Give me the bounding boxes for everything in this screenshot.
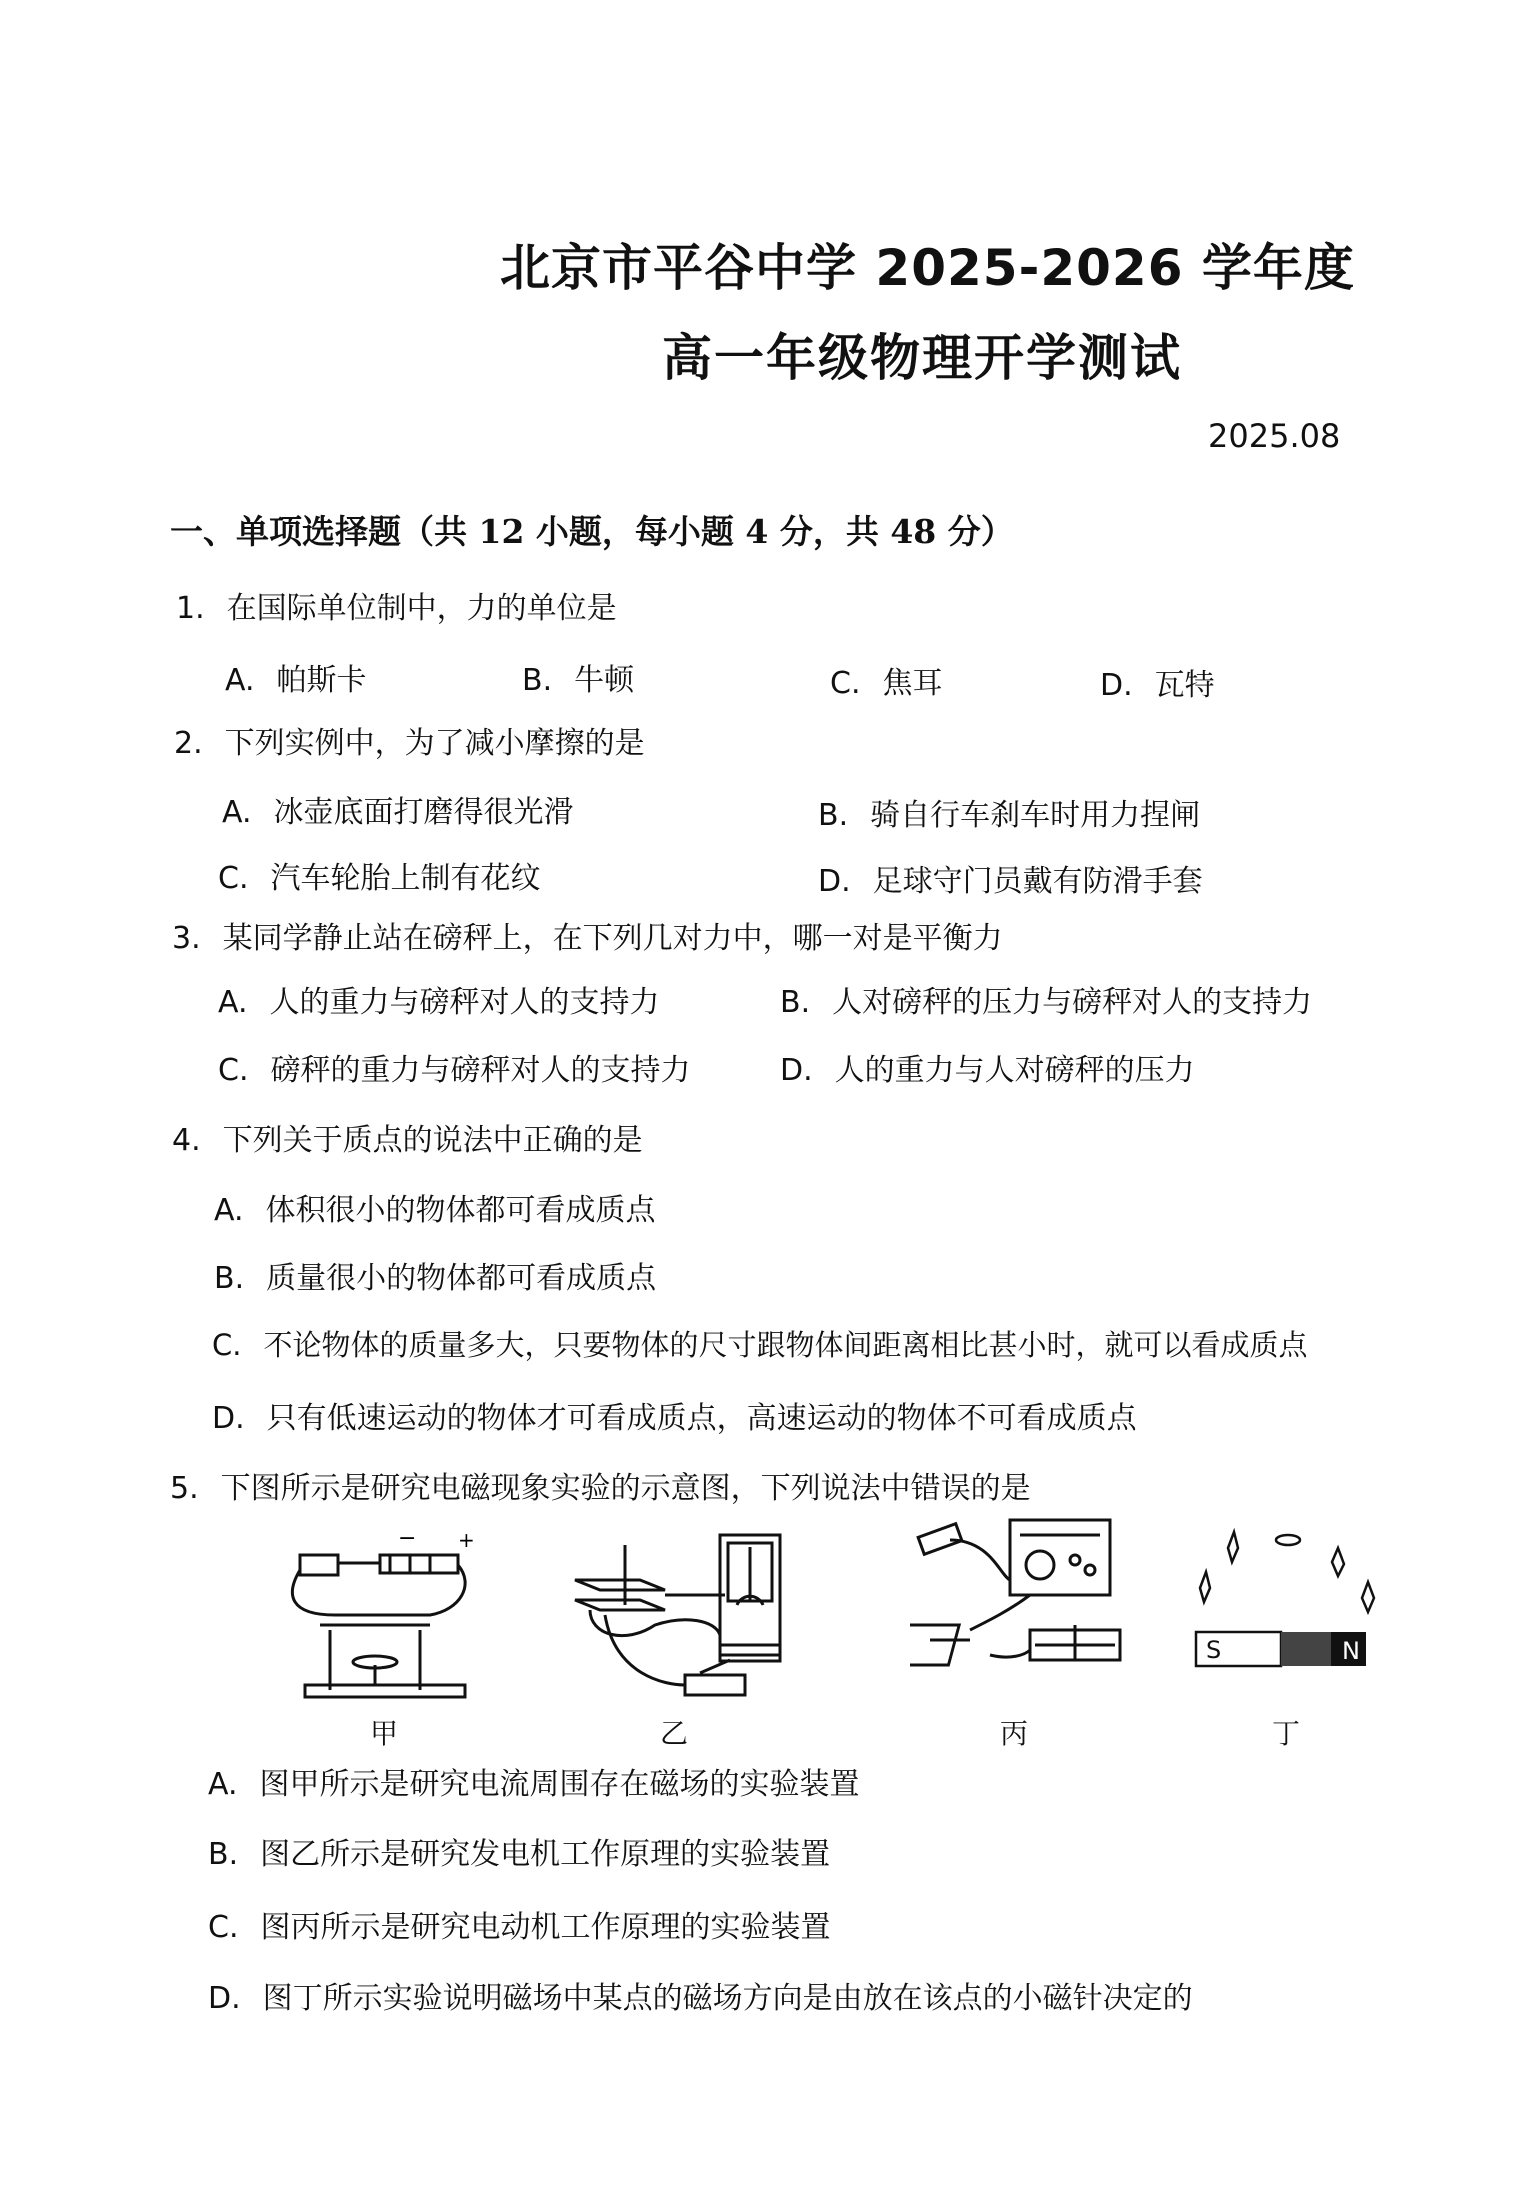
q4-option-a bbox=[214, 1185, 656, 1229]
figure-bing-motor-experiment bbox=[910, 1510, 1130, 1700]
option-text: 骑自行车刹车时用力捏闸 bbox=[870, 798, 1201, 833]
question-2 bbox=[174, 718, 645, 762]
question-stem: 下列实例中，为了减小摩擦的是 bbox=[224, 726, 645, 761]
figure-label-bing: 丙 bbox=[1000, 1717, 1029, 1750]
question-4 bbox=[172, 1115, 643, 1159]
q1-option-c bbox=[830, 658, 942, 702]
option-letter: A. bbox=[214, 1193, 244, 1228]
compass-needle bbox=[1228, 1532, 1238, 1562]
battery bbox=[380, 1555, 458, 1573]
option-text: 人的重力与磅秤对人的支持力 bbox=[269, 985, 660, 1020]
figure-label-yi: 乙 bbox=[660, 1717, 689, 1750]
option-text: 汽车轮胎上制有花纹 bbox=[270, 861, 541, 896]
question-number: 4. bbox=[172, 1123, 201, 1158]
option-letter: C. bbox=[218, 861, 249, 896]
question-number: 5. bbox=[170, 1471, 199, 1506]
option-text: 图甲所示是研究电流周围存在磁场的实验装置 bbox=[259, 1767, 860, 1802]
option-letter: C. bbox=[830, 666, 861, 701]
option-text: 只有低速运动的物体才可看成质点，高速运动的物体不可看成质点 bbox=[266, 1401, 1137, 1436]
option-letter: B. bbox=[208, 1837, 239, 1872]
q4-option-d bbox=[212, 1393, 1137, 1437]
option-text: 体积很小的物体都可看成质点 bbox=[265, 1193, 656, 1228]
battery-plus-label: + bbox=[458, 1528, 475, 1552]
option-letter: A. bbox=[218, 985, 248, 1020]
magnet-north-label: N bbox=[1342, 1637, 1360, 1665]
figure-label-jia: 甲 bbox=[370, 1717, 399, 1750]
question-number: 1. bbox=[176, 591, 205, 626]
option-letter: B. bbox=[214, 1261, 245, 1296]
question-stem: 下列关于质点的说法中正确的是 bbox=[222, 1123, 643, 1158]
switch bbox=[300, 1555, 338, 1575]
option-text: 图乙所示是研究发电机工作原理的实验装置 bbox=[260, 1837, 831, 1872]
q2-option-d bbox=[818, 856, 1203, 900]
compass-needle bbox=[1362, 1582, 1374, 1612]
exam-title-line1: 北京市平谷中学 2025-2026 学年度 bbox=[500, 239, 1355, 297]
question-stem: 下图所示是研究电磁现象实验的示意图，下列说法中错误的是 bbox=[220, 1471, 1031, 1506]
question-number: 3. bbox=[172, 921, 201, 956]
magnet bbox=[575, 1580, 665, 1590]
option-text: 图丁所示实验说明磁场中某点的磁场方向是由放在该点的小磁针决定的 bbox=[262, 1981, 1193, 2016]
figure-yi-generator-experiment bbox=[565, 1525, 815, 1705]
option-letter: A. bbox=[225, 663, 255, 698]
option-letter: C. bbox=[218, 1053, 249, 1088]
q5-option-d bbox=[208, 1973, 1193, 2017]
exam-title-line2: 高一年级物理开学测试 bbox=[662, 329, 1182, 387]
option-letter: B. bbox=[818, 798, 849, 833]
option-letter: D. bbox=[818, 864, 851, 899]
option-letter: A. bbox=[208, 1767, 238, 1802]
option-letter: D. bbox=[780, 1053, 813, 1088]
compass-needle bbox=[1200, 1572, 1210, 1602]
section-heading: 一、单项选择题（共 12 小题，每小题 4 分，共 48 分） bbox=[170, 512, 1014, 551]
option-text: 牛顿 bbox=[574, 663, 635, 698]
option-text: 帕斯卡 bbox=[276, 663, 367, 698]
option-text: 不论物体的质量多大，只要物体的尺寸跟物体间距离相比甚小时，就可以看成质点 bbox=[263, 1328, 1308, 1362]
q3-option-b bbox=[780, 977, 1312, 1021]
question-number: 2. bbox=[174, 726, 203, 761]
q2-option-a bbox=[222, 787, 574, 831]
option-letter: D. bbox=[1100, 668, 1133, 703]
q3-option-a bbox=[218, 977, 660, 1021]
q4-option-b bbox=[214, 1253, 656, 1297]
question-5 bbox=[170, 1463, 1031, 1507]
figure-jia-oersted-experiment bbox=[280, 1525, 510, 1705]
option-text: 图丙所示是研究电动机工作原理的实验装置 bbox=[260, 1910, 831, 1945]
option-text: 磅秤的重力与磅秤对人的支持力 bbox=[270, 1053, 691, 1088]
option-letter: D. bbox=[208, 1981, 241, 2016]
q5-option-c bbox=[208, 1902, 830, 1946]
compass-needle bbox=[1276, 1535, 1300, 1545]
question-1 bbox=[176, 583, 617, 627]
question-stem: 某同学静止站在磅秤上，在下列几对力中，哪一对是平衡力 bbox=[222, 921, 1003, 956]
option-text: 人对磅秤的压力与磅秤对人的支持力 bbox=[832, 985, 1313, 1020]
option-text: 足球守门员戴有防滑手套 bbox=[872, 864, 1203, 899]
q5-option-a bbox=[208, 1759, 860, 1803]
q3-option-c bbox=[218, 1045, 690, 1089]
question-stem: 在国际单位制中，力的单位是 bbox=[226, 591, 617, 626]
question-3 bbox=[172, 913, 1003, 957]
q4-option-c bbox=[212, 1323, 1307, 1364]
magnet-south-label: S bbox=[1206, 1636, 1222, 1664]
q5-option-b bbox=[208, 1829, 830, 1873]
exam-date: 2025.08 bbox=[1208, 417, 1341, 455]
wire bbox=[970, 1595, 1030, 1630]
figure-ding-magnet-compasses bbox=[1190, 1520, 1390, 1680]
option-text: 冰壶底面打磨得很光滑 bbox=[273, 795, 574, 830]
option-text: 焦耳 bbox=[882, 666, 943, 701]
option-text: 质量很小的物体都可看成质点 bbox=[266, 1261, 657, 1296]
switch bbox=[685, 1675, 745, 1695]
magnet-stand bbox=[910, 1625, 959, 1665]
battery-minus-label: − bbox=[398, 1526, 417, 1551]
option-letter: C. bbox=[208, 1910, 239, 1945]
option-letter: C. bbox=[212, 1328, 242, 1362]
option-text: 瓦特 bbox=[1154, 668, 1215, 703]
q3-option-d bbox=[780, 1045, 1195, 1089]
q1-option-b bbox=[522, 655, 634, 699]
power-supply bbox=[1010, 1520, 1110, 1595]
option-letter: D. bbox=[212, 1401, 245, 1436]
compass-needle bbox=[1332, 1548, 1344, 1576]
option-text: 人的重力与人对磅秤的压力 bbox=[834, 1053, 1195, 1088]
option-letter: A. bbox=[222, 795, 252, 830]
q1-option-d bbox=[1100, 660, 1215, 704]
q1-option-a bbox=[225, 655, 367, 699]
q2-option-c bbox=[218, 853, 540, 897]
figure-label-ding: 丁 bbox=[1272, 1717, 1301, 1750]
option-letter: B. bbox=[780, 985, 811, 1020]
q2-option-b bbox=[818, 790, 1200, 834]
option-letter: B. bbox=[522, 663, 553, 698]
